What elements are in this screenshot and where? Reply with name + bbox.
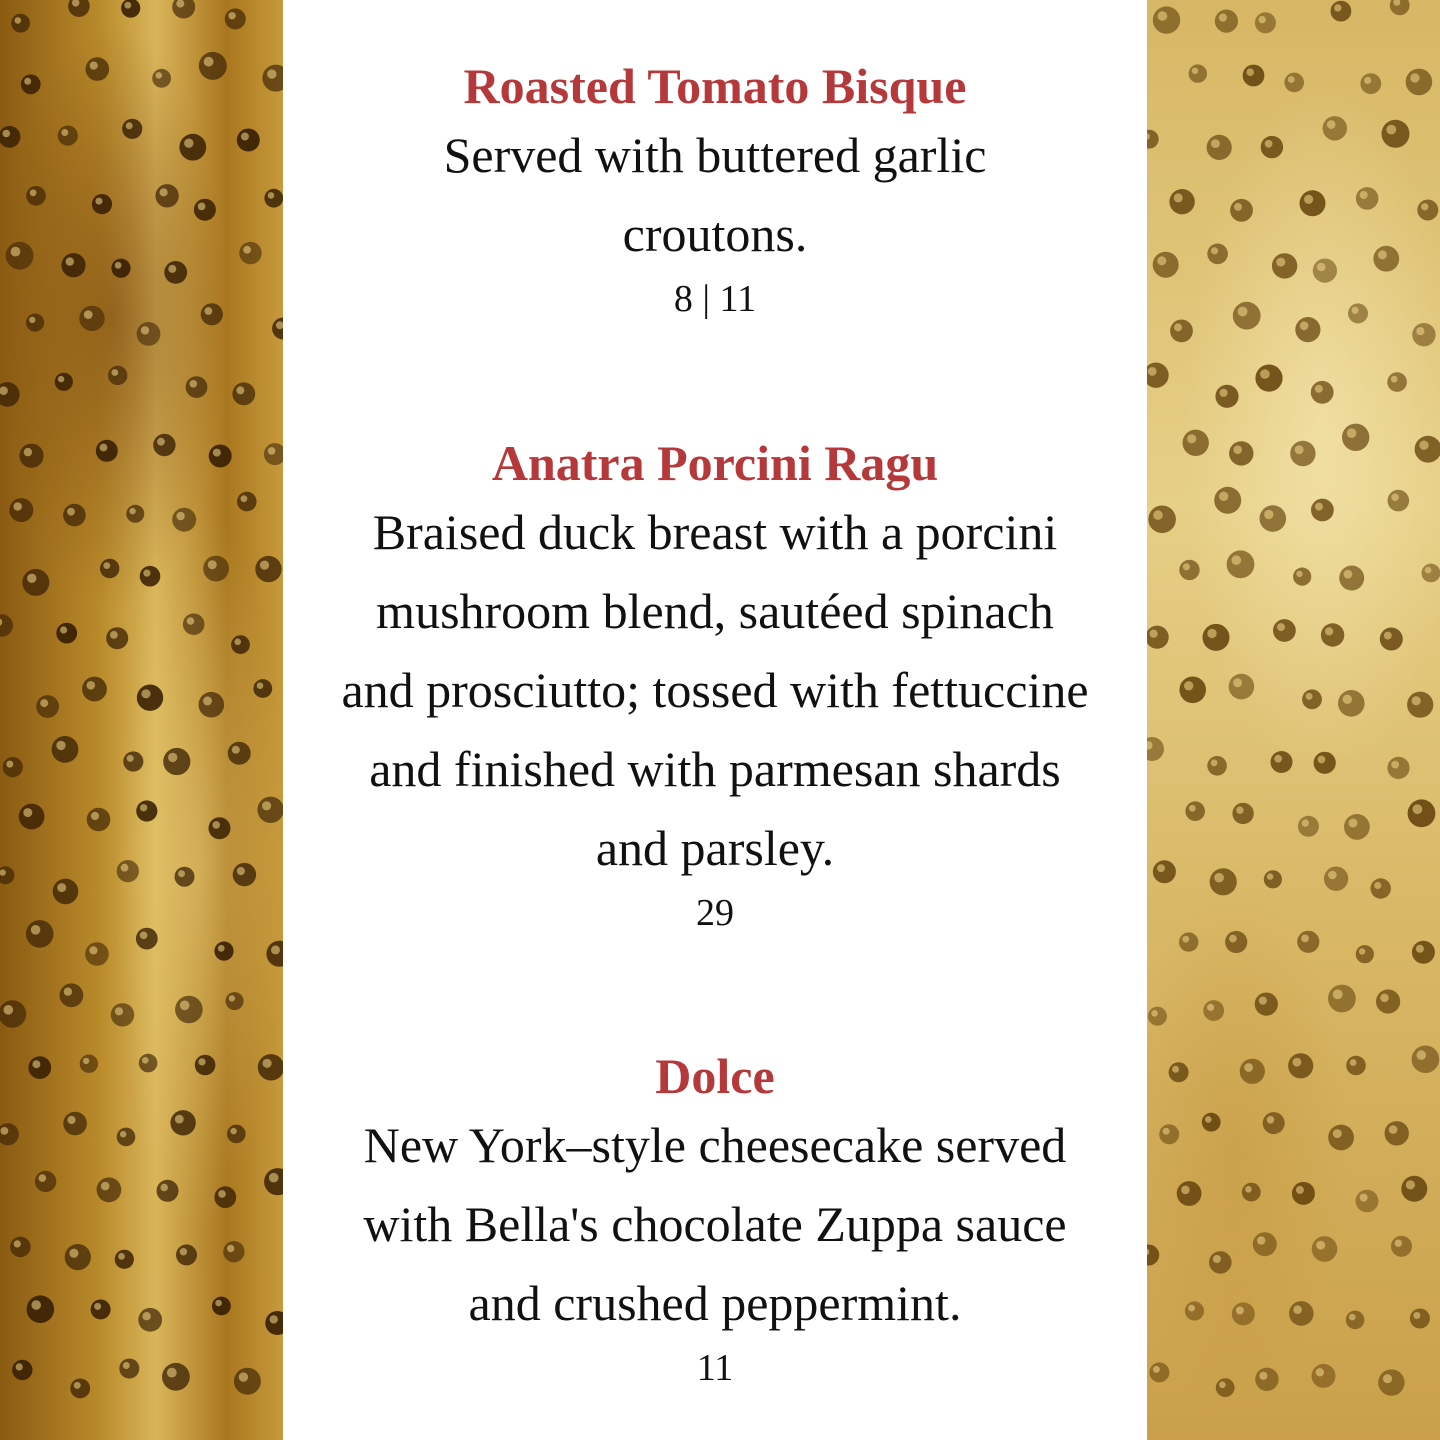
sequin-dot xyxy=(3,757,23,777)
sequin-dot xyxy=(140,566,161,587)
sequin-dot xyxy=(1371,878,1391,898)
sequin-dot xyxy=(1260,505,1287,532)
sequin-dot xyxy=(237,129,260,152)
sequin-dot xyxy=(186,376,208,398)
sequin-dot xyxy=(0,1123,19,1145)
sequin-dot xyxy=(0,1000,26,1028)
sequin-dot xyxy=(100,559,119,578)
sequin-dot xyxy=(223,1241,244,1262)
sequin-dot xyxy=(1331,1,1352,22)
sequin-dot xyxy=(1356,945,1374,963)
sequin-dot xyxy=(119,1359,139,1379)
sequin-dot xyxy=(262,65,283,92)
sequin-dot xyxy=(1203,624,1230,651)
sequin-dot xyxy=(1225,931,1247,953)
menu-item-price: 11 xyxy=(696,1347,734,1389)
sequin-dot xyxy=(96,440,118,462)
gold-sequin-panel-left xyxy=(0,0,283,1440)
sequin-dot xyxy=(1388,490,1410,512)
sequin-dot xyxy=(266,941,283,967)
sequin-dot xyxy=(9,498,33,522)
sequin-dot xyxy=(1284,73,1304,93)
sequin-dot xyxy=(264,189,283,208)
sequin-dot xyxy=(19,804,45,830)
sequin-dot xyxy=(199,692,225,718)
menu-item-description: Braised duck breast with a porcini mushroom blend, sautéed spinach and prosciutto; tossed with fettuccine and finished with parmesan shards and parsley. xyxy=(341,504,1089,876)
sequin-dot xyxy=(1147,626,1169,649)
sequin-dot xyxy=(85,942,109,966)
sequin-dot xyxy=(1346,1311,1365,1330)
sequin-dot xyxy=(1390,0,1410,15)
menu-item-description: Served with buttered garlic croutons. xyxy=(443,127,987,262)
sequin-dot xyxy=(1179,932,1198,951)
sequin-dot xyxy=(1312,1364,1336,1388)
sequin-dot xyxy=(115,1250,134,1269)
sequin-dot xyxy=(1311,499,1334,522)
sequin-dot xyxy=(1255,1368,1278,1391)
sequin-dot xyxy=(1229,674,1255,700)
sequin-dot xyxy=(231,635,250,654)
sequin-dot xyxy=(1385,1121,1409,1145)
sequin-dot xyxy=(1338,690,1365,717)
sequin-dot xyxy=(1233,302,1261,330)
sequin-dot xyxy=(1153,6,1180,33)
sequin-dot xyxy=(201,303,223,325)
menu-item-tomato-bisque xyxy=(283,56,1147,324)
sequin-dot xyxy=(1273,619,1296,642)
sequin-dot xyxy=(1148,1007,1167,1026)
sequin-dot xyxy=(1147,1245,1159,1266)
sequin-dot xyxy=(1378,1369,1404,1395)
sequin-dot xyxy=(1342,424,1369,451)
sequin-dot xyxy=(1255,12,1276,33)
sequin-dot xyxy=(1159,1124,1179,1144)
sequin-dot xyxy=(1242,1183,1261,1202)
menu-panel xyxy=(283,0,1147,1440)
sequin-dot xyxy=(79,306,104,331)
sequin-dot xyxy=(227,1125,246,1144)
sequin-dot xyxy=(1292,1182,1315,1205)
sequin-dot xyxy=(111,1003,134,1026)
sequin-dot xyxy=(1302,689,1322,709)
sequin-dot xyxy=(1373,246,1399,272)
sequin-dot xyxy=(60,983,84,1007)
sequin-dot xyxy=(1230,199,1253,222)
sequin-dot xyxy=(65,1244,91,1270)
sequin-dot xyxy=(63,1112,87,1136)
sequin-dot xyxy=(228,742,251,765)
sequin-dot xyxy=(162,1363,190,1391)
sequin-dot xyxy=(26,920,54,948)
sequin-dot xyxy=(1288,1053,1313,1078)
sequin-dot xyxy=(137,685,163,711)
sequin-dot xyxy=(121,0,140,18)
sequin-dot xyxy=(136,800,157,821)
sequin-dot xyxy=(55,373,73,391)
sequin-dot xyxy=(111,259,130,278)
sequin-dot xyxy=(239,242,261,264)
sequin-dot xyxy=(253,679,272,698)
sequin-dot xyxy=(1356,1190,1379,1213)
sequin-dots-left xyxy=(0,0,283,1440)
sequin-dot xyxy=(163,748,190,775)
sequin-dot xyxy=(1382,120,1410,148)
sequin-dot xyxy=(1344,814,1370,840)
sequin-dot xyxy=(1417,200,1438,221)
sequin-dot xyxy=(108,366,127,385)
sequin-dot xyxy=(232,382,255,405)
sequin-dot xyxy=(26,186,46,206)
sequin-dot xyxy=(195,1055,216,1076)
sequin-dot xyxy=(1412,1046,1440,1074)
sequin-dot xyxy=(68,0,90,17)
sequin-dot xyxy=(0,614,13,636)
sequin-dot xyxy=(225,8,246,29)
menu-item-price: 29 xyxy=(696,892,734,934)
sequin-dot xyxy=(179,134,206,161)
sequin-dot xyxy=(1255,993,1278,1016)
sequin-dot xyxy=(1380,628,1403,651)
sequin-dot xyxy=(176,1244,197,1265)
sequin-dot xyxy=(199,52,227,80)
sequin-dot xyxy=(1179,677,1206,704)
sequin-dot xyxy=(212,1297,231,1316)
sequin-dot xyxy=(183,613,205,635)
sequin-dots-right xyxy=(1147,0,1440,1440)
menu-item-title: Dolce xyxy=(655,1048,775,1104)
sequin-dot xyxy=(0,866,14,884)
sequin-dot xyxy=(1214,487,1241,514)
sequin-dot xyxy=(1264,870,1282,888)
sequin-dot xyxy=(139,1054,158,1073)
sequin-dot xyxy=(19,444,43,468)
sequin-dot xyxy=(1314,752,1336,774)
sequin-dot xyxy=(237,492,257,512)
sequin-dot xyxy=(1271,751,1293,773)
sequin-dot xyxy=(1376,989,1400,1013)
sequin-dot xyxy=(1412,941,1435,964)
sequin-dot xyxy=(1147,737,1164,761)
sequin-dot xyxy=(1170,320,1193,343)
sequin-dot xyxy=(1202,1113,1221,1132)
sequin-dot xyxy=(1207,244,1228,265)
sequin-dot xyxy=(1215,10,1238,33)
sequin-dot xyxy=(1412,323,1435,346)
sequin-dot xyxy=(137,322,161,346)
sequin-dot xyxy=(1185,801,1205,821)
sequin-dot xyxy=(1312,1236,1338,1262)
sequin-dot xyxy=(0,126,20,148)
sequin-dot xyxy=(1232,803,1253,824)
sequin-dot xyxy=(1323,116,1347,140)
sequin-dot xyxy=(258,1054,283,1080)
sequin-dot xyxy=(1408,799,1436,827)
sequin-dot xyxy=(53,879,79,905)
sequin-dot xyxy=(152,69,171,88)
sequin-dot xyxy=(194,199,216,221)
menu-item-dolce xyxy=(283,1046,1147,1393)
sequin-dot xyxy=(234,1368,261,1395)
sequin-dot xyxy=(6,242,34,270)
sequin-dot xyxy=(214,942,233,961)
sequin-dot xyxy=(1300,190,1326,216)
sequin-dot xyxy=(92,194,112,214)
sequin-dot xyxy=(164,261,187,284)
sequin-dot xyxy=(1255,365,1282,392)
sequin-dot xyxy=(1169,189,1194,214)
sequin-dot xyxy=(1328,1125,1354,1151)
sequin-dot xyxy=(1406,69,1433,96)
sequin-dot xyxy=(1415,436,1440,463)
sequin-dot xyxy=(155,184,178,207)
sequin-dot xyxy=(1209,1251,1232,1274)
sequin-dot xyxy=(1153,252,1179,278)
sequin-dot xyxy=(264,443,283,465)
sequin-dot xyxy=(123,751,143,771)
sequin-dot xyxy=(138,1308,162,1332)
sequin-dot xyxy=(1148,506,1176,534)
sequin-dot xyxy=(1261,136,1283,158)
sequin-dot xyxy=(1360,73,1381,94)
sequin-dot xyxy=(1387,757,1409,779)
sequin-dot xyxy=(1263,1112,1285,1134)
sequin-dot xyxy=(157,1180,179,1202)
sequin-dot xyxy=(265,1311,283,1335)
sequin-dot xyxy=(61,253,85,277)
sequin-dot xyxy=(82,677,107,702)
sequin-dot xyxy=(1149,1362,1169,1382)
sequin-dot xyxy=(1387,372,1407,392)
sequin-dot xyxy=(209,817,231,839)
sequin-dot xyxy=(97,1177,122,1202)
sequin-dot xyxy=(1177,1181,1202,1206)
sequin-dot xyxy=(1339,566,1364,591)
sequin-dot xyxy=(11,14,30,33)
sequin-dot xyxy=(1407,692,1433,718)
sequin-dot xyxy=(1295,317,1320,342)
sequin-dot xyxy=(86,57,110,81)
sequin-dot xyxy=(36,695,59,718)
sequin-dot xyxy=(1210,868,1237,895)
sequin-dot xyxy=(1147,363,1169,388)
sequin-dot xyxy=(22,569,49,596)
sequin-dot xyxy=(126,505,144,523)
sequin-dot xyxy=(1321,623,1344,646)
sequin-dot xyxy=(1189,64,1207,82)
sequin-dot xyxy=(87,808,111,832)
sequin-dot xyxy=(1207,135,1232,160)
sequin-dot xyxy=(1293,568,1311,586)
sequin-dot xyxy=(272,318,283,340)
sequin-dot xyxy=(214,1186,236,1208)
sequin-dot xyxy=(10,1237,31,1258)
sequin-dot xyxy=(91,1299,111,1319)
sequin-dot xyxy=(1227,550,1255,578)
sequin-dot xyxy=(26,314,44,332)
sequin-dot xyxy=(80,1055,98,1073)
sequin-dot xyxy=(170,1110,195,1135)
sequin-dot xyxy=(175,867,195,887)
sequin-dot xyxy=(1272,253,1297,278)
sequin-dot xyxy=(122,119,142,139)
sequin-dot xyxy=(136,928,158,950)
sequin-dot xyxy=(1169,1062,1189,1082)
sequin-dot xyxy=(63,504,86,527)
sequin-dot xyxy=(27,1295,55,1323)
sequin-dot xyxy=(1153,860,1176,883)
sequin-dot xyxy=(1401,1176,1427,1202)
sequin-dot xyxy=(1243,65,1265,87)
sequin-dot xyxy=(233,863,256,886)
menu-item-title: Roasted Tomato Bisque xyxy=(463,58,967,114)
sequin-dot xyxy=(28,1056,51,1079)
sequin-dot xyxy=(1290,441,1315,466)
sequin-dot xyxy=(117,1128,136,1147)
sequin-dot xyxy=(0,382,20,407)
menu-item-price: 8 | 11 xyxy=(673,278,757,320)
sequin-dot xyxy=(1348,303,1368,323)
sequin-dot xyxy=(1179,560,1199,580)
sequin-dot xyxy=(257,797,283,823)
sequin-dot xyxy=(1356,187,1379,210)
gold-sequin-panel-right xyxy=(1147,0,1440,1440)
sequin-dot xyxy=(255,556,281,582)
sequin-dot xyxy=(1328,985,1356,1013)
menu-item-title: Anatra Porcini Ragu xyxy=(491,435,939,491)
sequin-dot xyxy=(1183,430,1209,456)
sequin-dot xyxy=(172,508,196,532)
sequin-dot xyxy=(1298,816,1319,837)
sequin-dot xyxy=(1229,441,1253,465)
sequin-dot xyxy=(1324,867,1348,891)
sequin-dot xyxy=(1313,259,1337,283)
sequin-dot xyxy=(1203,1000,1224,1021)
sequin-dot xyxy=(1216,1378,1235,1397)
sequin-dot xyxy=(52,736,79,763)
sequin-dot xyxy=(1207,756,1227,776)
sequin-dot xyxy=(209,445,232,468)
sequin-dot xyxy=(1240,1059,1265,1084)
sequin-dot xyxy=(203,556,229,582)
sequin-dot xyxy=(58,126,78,146)
sequin-dot xyxy=(35,1171,56,1192)
sequin-dot xyxy=(70,1379,90,1399)
sequin-dot xyxy=(226,992,244,1010)
sequin-dot xyxy=(153,434,175,456)
sequin-dot xyxy=(12,1360,32,1380)
sequin-dot xyxy=(1253,1232,1277,1256)
sequin-dot xyxy=(1410,1309,1430,1329)
sequin-dot xyxy=(1422,564,1440,583)
sequin-dot xyxy=(1297,931,1319,953)
sequin-dot xyxy=(1391,1236,1412,1257)
sequin-dot xyxy=(172,0,195,19)
sequin-dot xyxy=(1232,1302,1255,1325)
sequin-dot xyxy=(1185,1301,1204,1320)
sequin-dot xyxy=(175,996,203,1024)
sequin-dot xyxy=(56,623,77,644)
sequin-dot xyxy=(106,627,128,649)
sequin-dot xyxy=(264,1168,283,1195)
sequin-dot xyxy=(1215,385,1238,408)
menu-item-anatra-porcini-ragu xyxy=(283,433,1147,938)
sequin-dot xyxy=(1147,130,1159,149)
menu-item-description: New York–style cheesecake served with Bella's chocolate Zuppa sauce and crushed peppermint. xyxy=(363,1117,1067,1331)
sequin-dot xyxy=(1311,381,1334,404)
sequin-dot xyxy=(1289,1301,1314,1326)
sequin-dot xyxy=(21,74,41,94)
sequin-dot xyxy=(117,860,139,882)
sequin-dot xyxy=(1346,1056,1366,1076)
